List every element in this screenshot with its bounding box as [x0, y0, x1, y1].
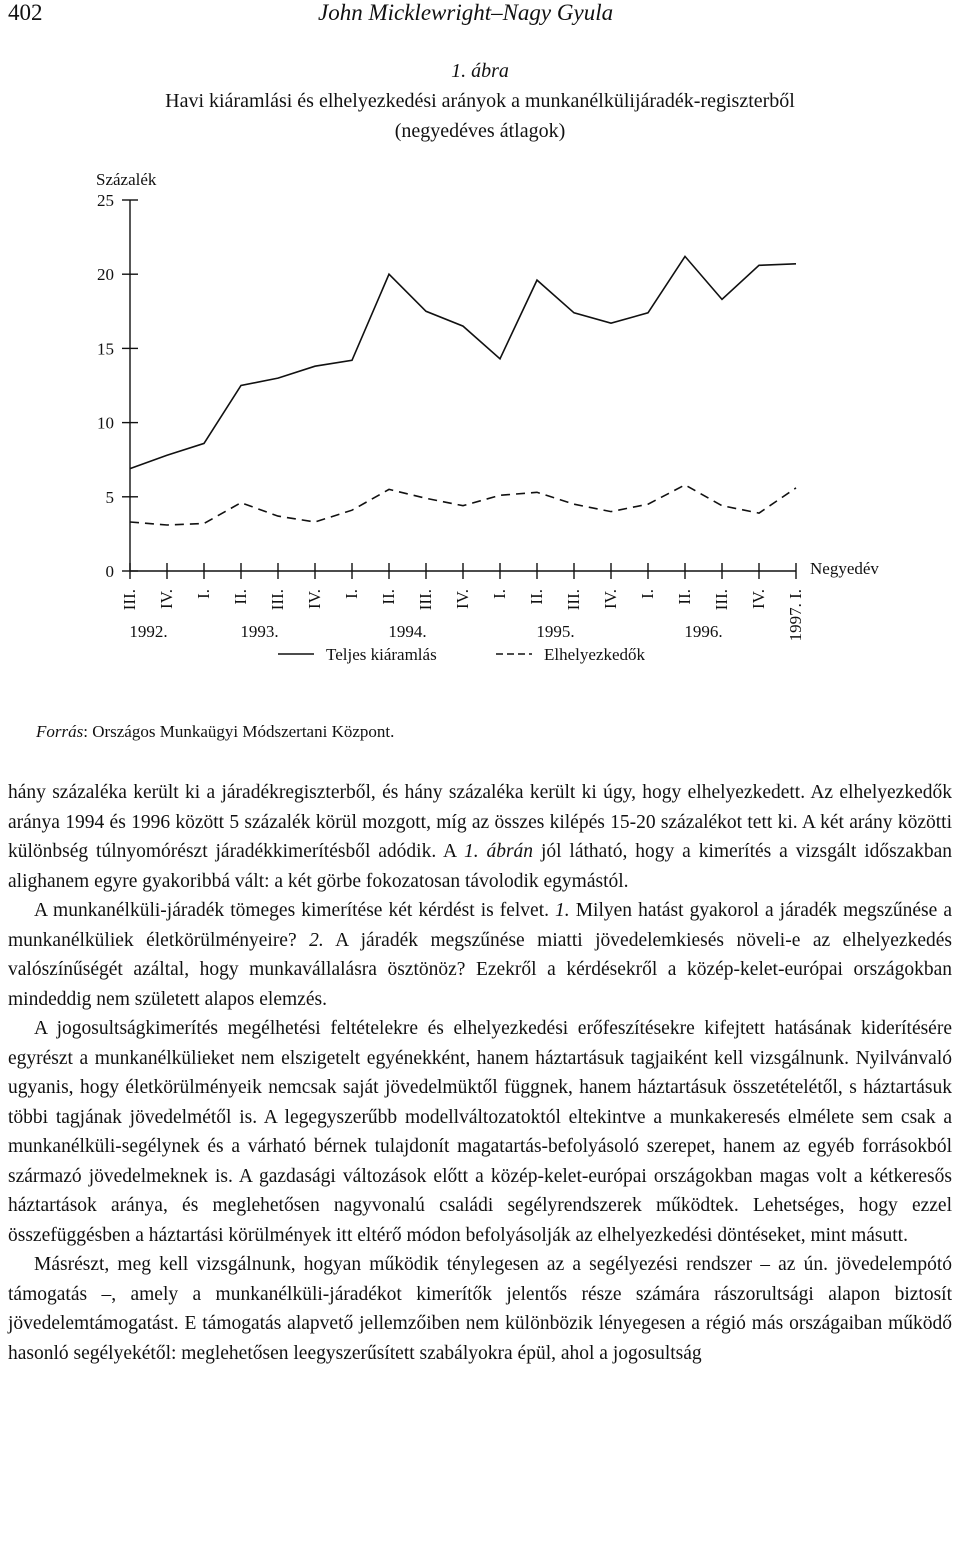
- year-label: 1994.: [388, 622, 427, 641]
- x-tick-label: I.: [490, 589, 509, 599]
- x-tick-label: II.: [231, 589, 250, 605]
- y-tick-label: 5: [105, 487, 114, 507]
- year-label: 1996.: [684, 622, 723, 641]
- x-tick-label: IV.: [749, 589, 768, 609]
- body-text: [8, 778, 952, 1368]
- x-tick-label: IV.: [453, 589, 472, 609]
- series-line-teljes-kiaramlas: [130, 256, 796, 468]
- figure-source: [36, 722, 394, 742]
- year-label: 1995.: [536, 622, 575, 641]
- source-label: Forrás: [36, 722, 84, 741]
- x-tick-label: 1997. I.: [786, 589, 805, 642]
- paragraph-2-text: A munkanélküli-járadék tömeges kimerítése két kérdést is felvet.: [34, 900, 556, 921]
- x-tick-label: II.: [379, 589, 398, 605]
- source-text: : Országos Munkaügyi Módszertani Központ.: [83, 722, 395, 741]
- question-number-1: 1.: [555, 900, 570, 921]
- x-tick-label: III.: [120, 589, 139, 611]
- x-tick-label: III.: [712, 589, 731, 611]
- x-tick-label: IV.: [305, 589, 324, 609]
- x-tick-label: I.: [194, 589, 213, 599]
- x-tick-label: III.: [564, 589, 583, 611]
- page-number: 402: [8, 0, 43, 25]
- figure-reference: 1. ábrán: [463, 841, 534, 862]
- paragraph-1: [8, 778, 952, 896]
- x-tick-label: IV.: [601, 589, 620, 609]
- legend-label: Teljes kiáramlás: [326, 645, 437, 664]
- legend-label: Elhelyezkedők: [544, 645, 646, 664]
- paragraph-4: Másrészt, meg kell vizsgálnunk, hogyan működik ténylegesen az a segélyezési rendszer – az ún. jövedelempótó támogatás –, amely a munkanélküli-járadékot kimerítők jelentős része számára rászorultsági alapon biztosít jövedelemtámogatást. E támogatás alapvető jellemzőiben nem különbözik lényegesen a régió más országaiban működő hasonló segélyekétől: meglehetősen leegyszerűsített szabályokra épül, ahol a jogosultság: [8, 1254, 952, 1364]
- x-tick-label: I.: [342, 589, 361, 599]
- line-chart: [0, 160, 960, 680]
- x-tick-label: IV.: [157, 589, 176, 609]
- y-tick-label: 15: [97, 339, 114, 359]
- paragraph-3: A jogosultságkimerítés megélhetési feltételekre és elhelyezkedési erőfeszítésekre kifejtett hatásának kiderítésére egyrészt a munkanélkülieket nem elszigetelt egyénekként, hanem háztartásuk tagjaiként kell vizsgálnunk. Nyilvánvaló ugyanis, hogy életkörülményeik nemcsak saját jövedelmüktől függnek, hanem háztartásuk összetételétől, s háztartásuk többi tagjának jövedelmétől is. A legegyszerűbb modellváltozatoktól eltekintve a munkakeresés elmélete sem csak a munkanélküli-segélynek és a várható bérnek tulajdonít magatartás-befolyásoló szerepet, hanem az egyéb forrásokból származó jövedelmeknek is. A gazdasági változások előtt a közép-kelet-európai országokban magas volt a kétkeresős háztartások aránya, és meglehetősen nagyvonalú családi segélyrendszerek működtek. Lehetséges, hogy ezzel összefüggésben a háztartási körülmények itt eltérő módon befolyásolják az elhelyezkedési döntéseket, mint másutt.: [8, 1018, 952, 1246]
- x-tick-label: III.: [268, 589, 287, 611]
- paragraph-1-text: hány százaléka került ki a járadékregiszterből, és hány százaléka került ki úgy, hogy elhelyezkedett. Az elhelyezkedők aránya 1994 és 1996 között 5 százalék körül mozgott, míg az összes kilépés 15-20 százalékot tett ki. A két arány közötti különbség túlnyomórészt járadékkimerítésből adódik. A: [8, 782, 952, 862]
- y-tick-label: 20: [97, 265, 114, 285]
- paragraph-1-tail: jól látható, hogy a kimerítés a vizsgált időszakban alighanem egyre gyakoribbá vált: a két görbe fokozatosan távolodik egymástól.: [8, 841, 952, 892]
- paragraph-2: [8, 896, 952, 1014]
- paragraph-2-question-1: Milyen hatást gyakorol a járadék megszűnése a munkanélküliek életkörülményeire?: [8, 900, 952, 951]
- y-tick-label: 0: [105, 562, 114, 581]
- figure-subtitle: (negyedéves átlagok): [394, 120, 566, 142]
- running-head: John Micklewright–Nagy Gyula: [318, 0, 614, 25]
- series-line-elhelyezkedok: [130, 485, 796, 525]
- year-label: 1992.: [129, 622, 168, 641]
- y-tick-label: 25: [97, 191, 114, 210]
- y-axis-title: Százalék: [96, 170, 157, 189]
- x-axis-title: Negyedév: [810, 559, 879, 578]
- x-tick-label: I.: [638, 589, 657, 599]
- page-header: [8, 0, 952, 32]
- figure-title: Havi kiáramlási és elhelyezkedési arányok a munkanélkülijáradék-regiszterből: [165, 90, 795, 112]
- year-label: 1993.: [240, 622, 279, 641]
- x-tick-label: III.: [416, 589, 435, 611]
- question-number-2: 2.: [309, 929, 324, 951]
- y-tick-label: 10: [97, 413, 114, 433]
- figure-label: 1. ábra: [451, 60, 509, 82]
- paragraph-2-question-2: A járadék megszűnése miatti jövedelemkiesés növeli-e az elhelyezkedés valószínűségét azáltal, hogy munkavállalásra ösztönöz? Ezekről a kérdésekről a közép-kelet-európai országokban mindeddig nem született alapos elemzés.: [8, 929, 952, 1010]
- x-tick-label: II.: [675, 589, 694, 605]
- x-tick-label: II.: [527, 589, 546, 605]
